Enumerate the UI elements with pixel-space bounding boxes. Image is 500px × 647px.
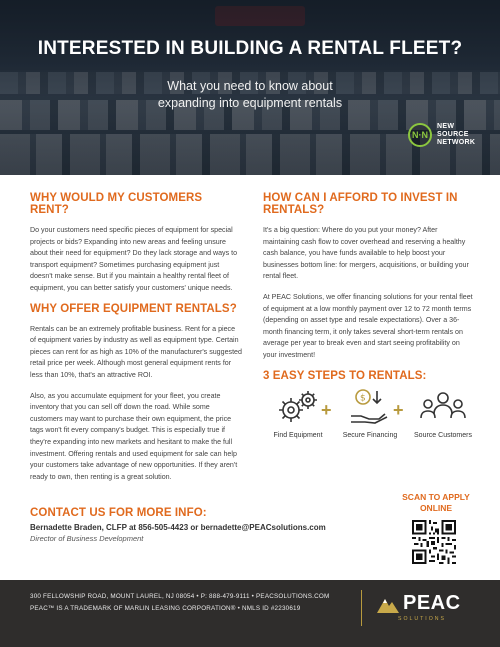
paragraph: Do your customers need specific pieces of equipment for special projects or bids? Expanding into new areas and feeling unsure about their need for equipment? Do they lack storage and ways to transport equipment? Sometimes purchasing equipment just doesn't make sense. But if you maintain a healthy rental fleet of equipment, you can better satisfy your customers' unique needs. — [30, 226, 238, 292]
qr-code-icon[interactable] — [412, 520, 456, 564]
steps-graphic — [263, 388, 478, 448]
section-heading-afford: HOW CAN I AFFORD TO INVEST IN RENTALS? — [263, 192, 458, 216]
hero-banner — [0, 0, 500, 175]
contact-role: Director of Business Development — [30, 534, 144, 543]
hand-money-icon — [347, 388, 393, 428]
footer-address: 300 FELLOWSHIP ROAD, MOUNT LAUREL, NJ 08054 • P: 888-479-9111 • PEACSOLUTIONS.COM — [30, 593, 330, 600]
step-label: Source Customers — [414, 432, 472, 439]
plus-icon: + — [393, 400, 404, 420]
step-label: Secure Financing — [342, 432, 398, 439]
footer — [0, 580, 500, 647]
peac-logo-sub: SOLUTIONS — [398, 616, 446, 622]
hero-title: INTERESTED IN BUILDING A RENTAL FLEET? — [37, 38, 463, 59]
people-icon — [418, 388, 468, 428]
peac-mountain-icon — [376, 594, 400, 614]
section-heading-steps: 3 EASY STEPS TO RENTALS: — [263, 369, 427, 382]
paragraph: At PEAC Solutions, we offer financing solutions for your rental fleet of equipment at a low monthly payment over 12 to 72 month terms (depending on asset type and resale expectations). Over a 36-month financing term, it only takes several short-term rentals on average per year to break even and start seeing profitability on your investment! — [263, 292, 473, 359]
partner-badge-icon: N·N — [408, 123, 432, 147]
step-label: Find Equipment — [273, 432, 323, 439]
contact-heading: CONTACT US FOR MORE INFO: — [30, 507, 207, 519]
paragraph: Rentals can be an extremely profitable business. Rent for a piece of equipment varies by industry as well as equipment type. Certain pieces can rent for as high as 10% of the manufacturer's suggested retail price per week. Although most general equipment rents for less than 10%, that's an attractive ROI. — [30, 324, 242, 379]
peac-logo-word: PEAC — [403, 592, 461, 614]
svg-text:$: $ — [360, 393, 366, 404]
peac-logo — [376, 592, 461, 615]
left-column — [30, 192, 242, 483]
step-source-customers — [408, 388, 478, 439]
plus-icon: + — [321, 400, 332, 420]
hero-subtitle: What you need to know about expanding into equipment rentals — [157, 79, 343, 110]
footer-trademark: PEAC™ IS A TRADEMARK OF MARLIN LEASING CORPORATION® • NMLS ID #2230619 — [30, 605, 301, 612]
scan-to-apply: SCAN TO APPLY ONLINE — [402, 492, 470, 513]
partner-logo-text: NEW SOURCE NETWORK — [437, 123, 476, 146]
section-heading-why-rent: WHY WOULD MY CUSTOMERS RENT? — [30, 192, 203, 216]
paragraph: It's a big question: Where do you put your money? After maintaining cash flow to cover overhead and reserving a healthy cash balance, you have funds available to help boost your businesses bottom line: for mergers, acquisitions, or building your rental fleet. — [263, 226, 469, 281]
gears-icon — [275, 388, 321, 428]
partner-logo — [408, 123, 475, 147]
contact-details[interactable]: Bernadette Braden, CLFP at 856-505-4423 or bernadette@PEACsolutions.com — [30, 523, 326, 532]
section-heading-why-offer: WHY OFFER EQUIPMENT RENTALS? — [30, 302, 237, 315]
paragraph: Also, as you accumulate equipment for your fleet, you create inventory that you can sell off down the road. While some customers may want to purchase their own equipment, the price tags won't fit every company's budget. This is especially true if they're expanding into new markets and hesitant to make the full investment. Offering rentals and used equipment for sale can help your customers take advantage of new opportunities. If they aren't ready to own, then renting is a great solution. — [30, 391, 238, 481]
right-column — [263, 192, 475, 382]
footer-divider — [361, 590, 362, 626]
